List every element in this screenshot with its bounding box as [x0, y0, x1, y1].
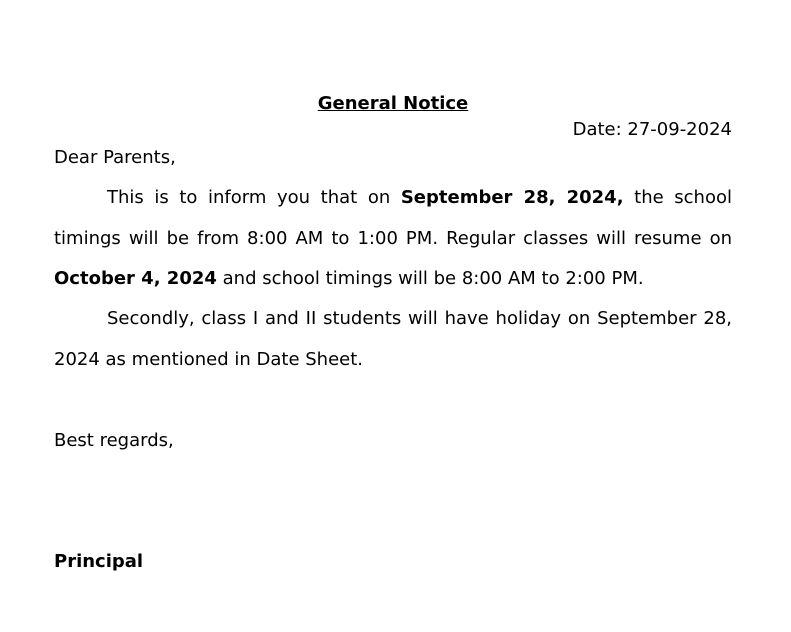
- salutation: Dear Parents,: [54, 147, 176, 168]
- highlight-date-sept: September 28, 2024,: [400, 187, 624, 208]
- notice-title: General Notice: [317, 93, 469, 114]
- signature: Principal: [54, 551, 144, 572]
- highlight-date-oct: October 4, 2024: [54, 268, 217, 289]
- paragraph-timings-text-3: and school timings will be 8:00 AM to 2:00 PM.: [216, 268, 644, 289]
- paragraph-holiday: Secondly, class I and II students will have holiday on September 28, 2024 as mentioned in Date Sheet.: [54, 308, 732, 370]
- paragraph-timings-text-1: This is to inform you that on: [107, 187, 401, 208]
- paragraph-timings-text-2: the school timings will be from 8:00 AM to 1:00 PM. Regular classes will resume on: [54, 187, 732, 249]
- paragraph-timings: [54, 178, 732, 300]
- notice-date: Date: 27-09-2024: [572, 119, 732, 140]
- closing: Best regards,: [54, 430, 174, 451]
